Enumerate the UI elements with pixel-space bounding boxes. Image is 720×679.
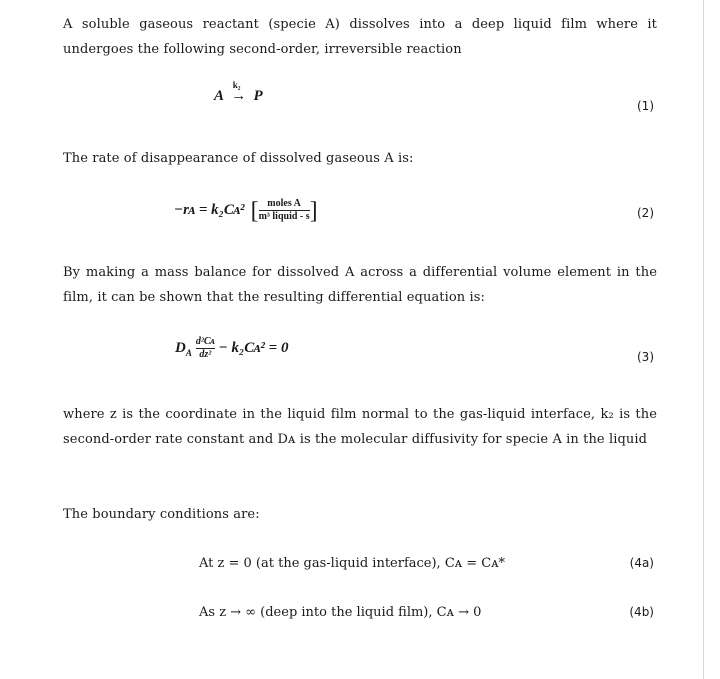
- eq2-unit-numerator: moles A: [267, 198, 301, 209]
- equation-3-number: (3): [637, 350, 654, 364]
- equation-1-number: (1): [637, 99, 654, 113]
- equation-1: [214, 80, 263, 105]
- boundary-condition-4a: At z = 0 (at the gas-liquid interface), Cᴀ = Cᴀ*: [199, 556, 506, 571]
- equation-2: −rᴀ = k₂Cᴀ² [ $\frac{\text{moles A}}{\text{m³ liquid - s}}$ ]: [174, 197, 318, 224]
- paragraph-boundary-conditions: The boundary conditions are:: [63, 507, 260, 522]
- boundary-condition-4a-number: (4a): [629, 556, 654, 570]
- paragraph-rate: The rate of disappearance of dissolved gaseous A is:: [63, 151, 414, 166]
- equation-2-number: (2): [637, 206, 654, 220]
- paragraph-mass-balance: By making a mass balance for dissolved A across a differential volume element in the film, it can be shown that the resulting differential equation is:: [63, 265, 657, 305]
- eq1-arrow: →: [231, 88, 247, 104]
- eq3-denominator: dz²: [196, 348, 215, 361]
- page-edge: [703, 0, 704, 679]
- eq3-derivative: [196, 336, 215, 361]
- boundary-condition-4b: As z → ∞ (deep into the liquid film), Cᴀ → 0: [199, 605, 482, 620]
- eq2-units: [259, 198, 310, 223]
- eq2-lhs: −rᴀ = k₂Cᴀ²: [174, 202, 245, 218]
- eq3-rest: − k₂Cᴀ² = 0: [218, 340, 289, 356]
- eq3-coef: $D_A$: [175, 339, 192, 358]
- eq3-numerator: d²Cᴀ: [195, 336, 215, 347]
- boundary-condition-4b-number: (4b): [629, 605, 654, 619]
- eq1-rate-constant: k₂: [232, 80, 241, 90]
- eq1-rhs: P: [253, 88, 263, 104]
- paragraph-intro: A soluble gaseous reactant (specie A) dissolves into a deep liquid film where it undergoes the following second-order, irreversible reaction: [63, 17, 657, 57]
- paragraph-definitions: where z is the coordinate in the liquid film normal to the gas-liquid interface, k₂ is the second-order rate constant and Dᴀ is the molecular diffusivity for specie A in the liquid: [63, 407, 657, 447]
- equation-3: [175, 336, 288, 361]
- eq2-unit-denominator: m³ liquid - s: [258, 211, 310, 222]
- eq1-lhs: A: [214, 88, 225, 104]
